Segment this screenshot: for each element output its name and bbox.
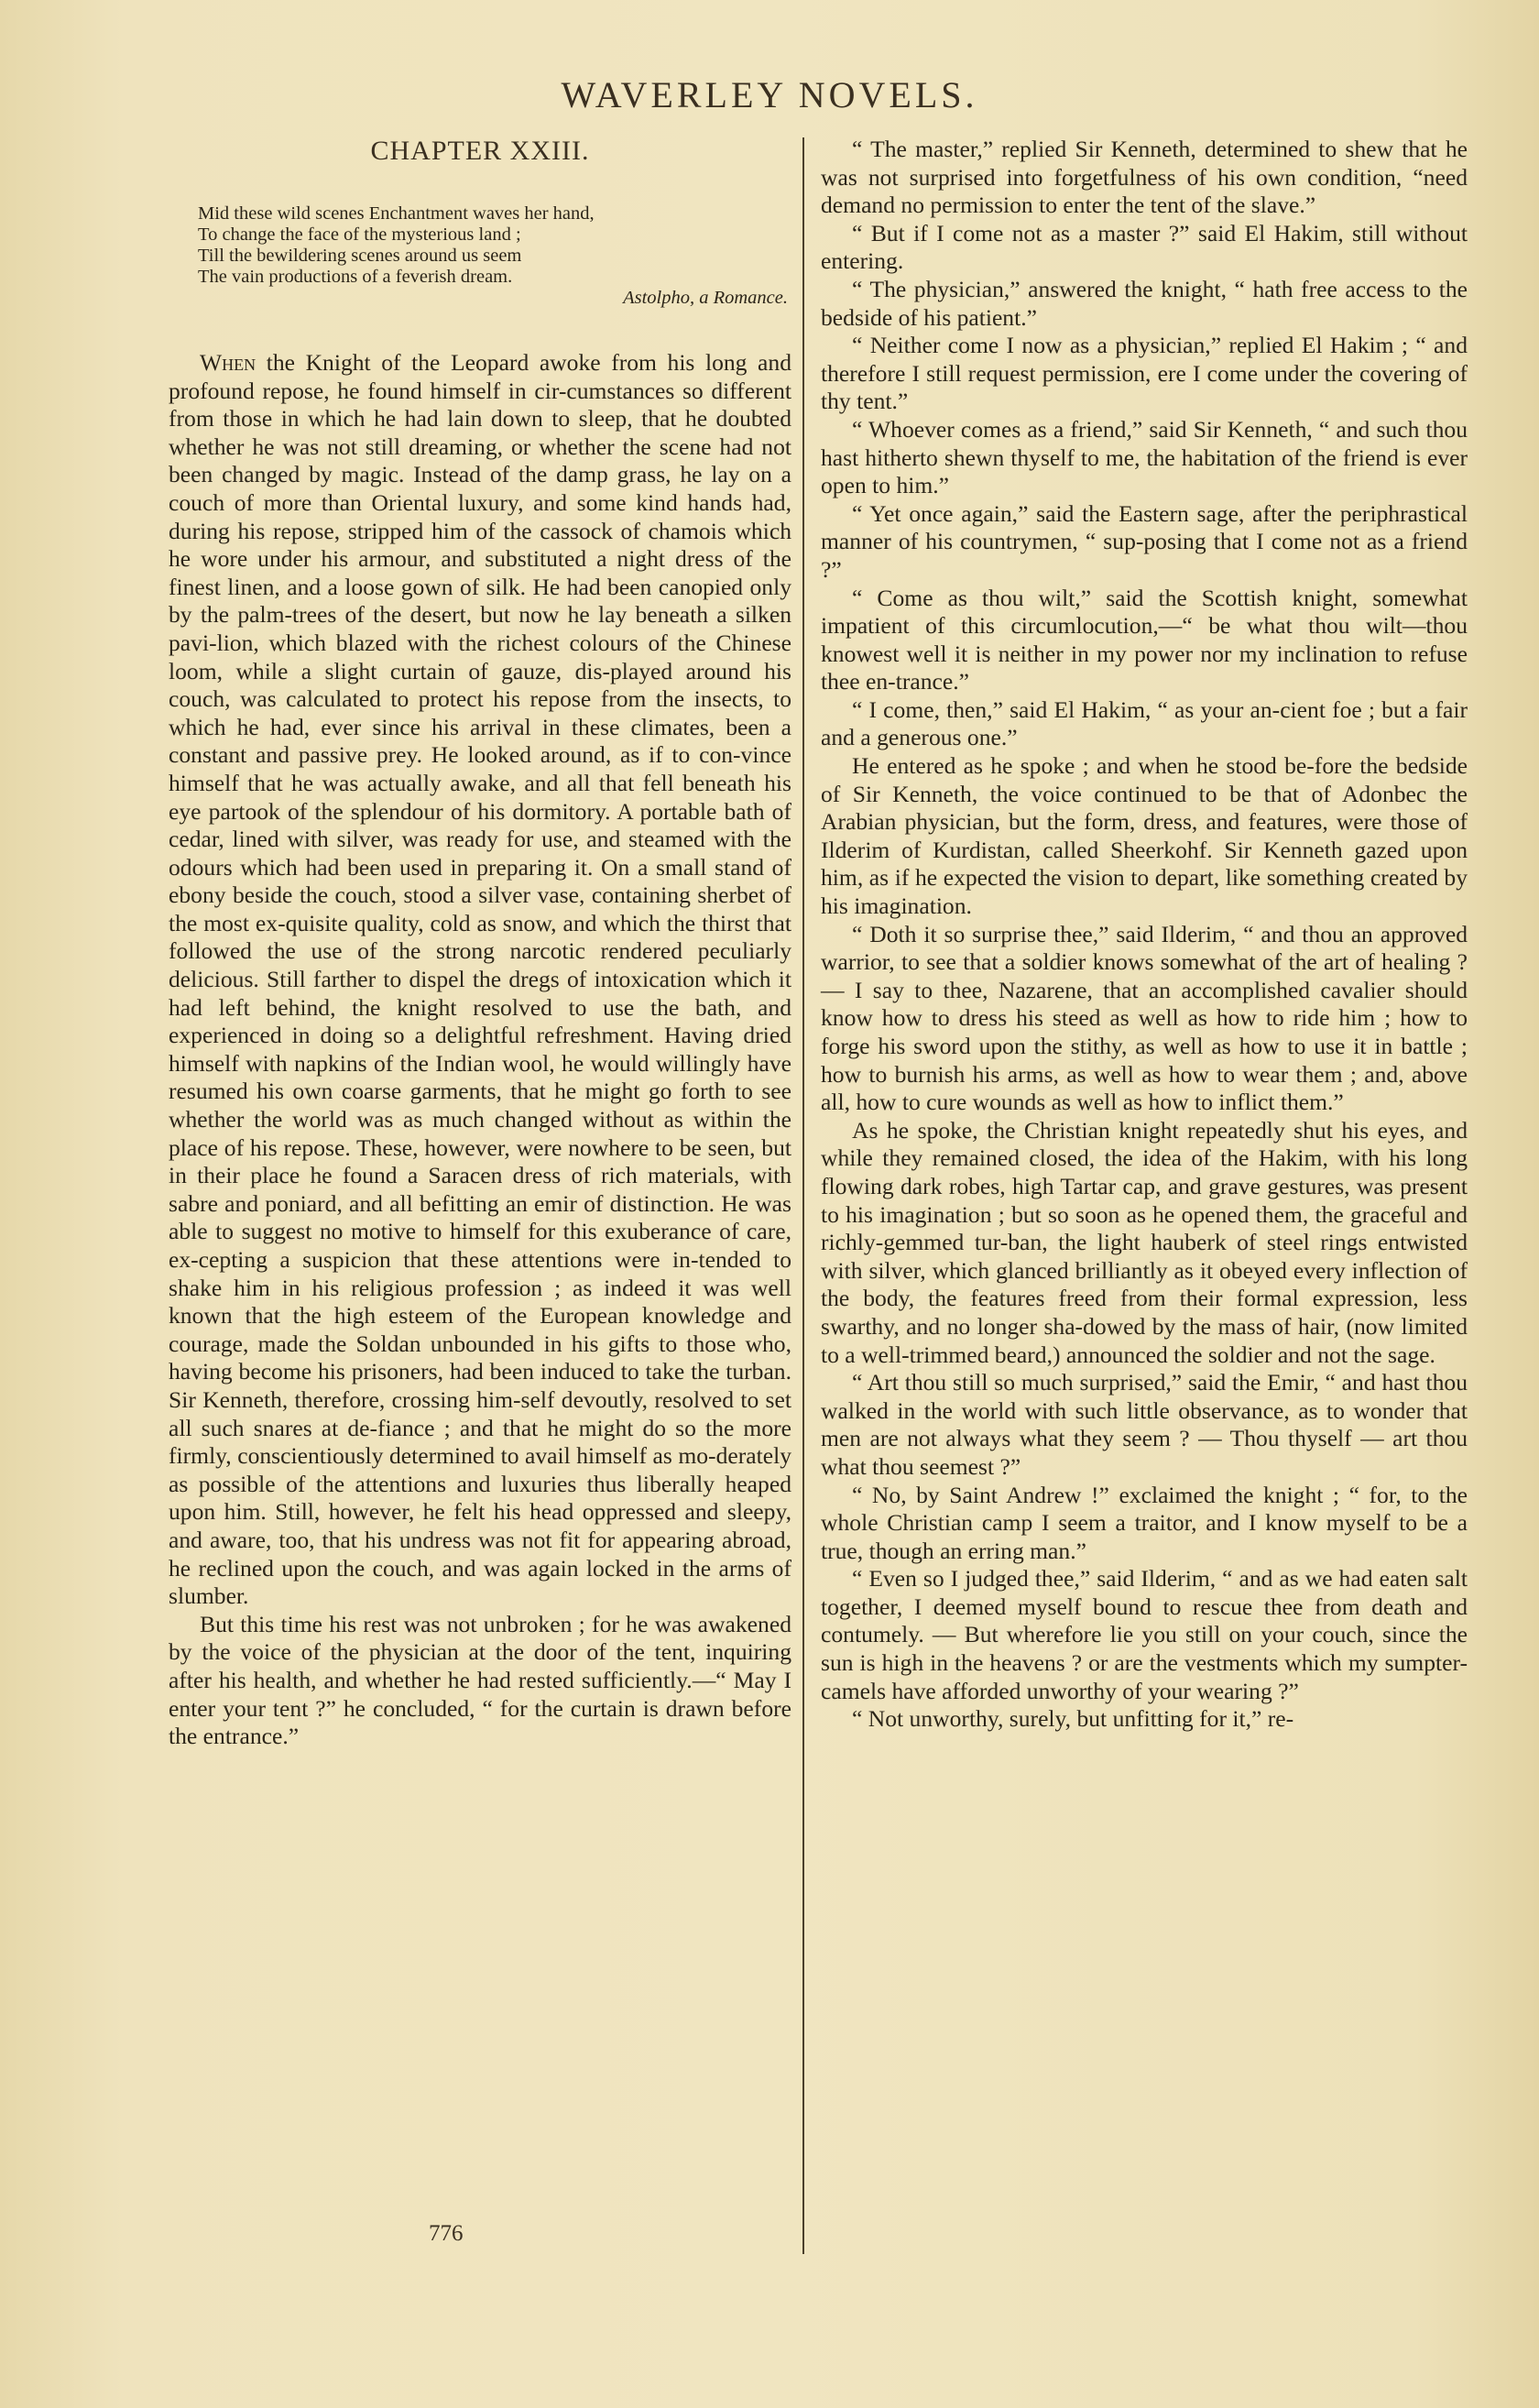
right-column (821, 136, 1468, 1734)
paragraph-text: the Knight of the Leopard awoke from his long and profound repose, he found himself in cir-cumstances so different from those in which he had lain down to sleep, that he doubted whether he was not still dreaming, or whether the scene had not been changed by magic. Instead of the damp grass, he lay on a couch of more than Oriental luxury, and some kind hands had, during his repose, stripped him of the cassock of chamois which he wore under his armour, and substituted a night dress of the finest linen, and a loose gown of silk. He had been canopied only by the palm-trees of the desert, but now he lay beneath a silken pavi-lion, which blazed with the richest colours of the Chinese loom, while a slight curtain of gauze, dis-played around his couch, was calculated to protect his repose from the insects, to which he had, ever since his arrival in these climates, been a constant and passive prey. He looked around, as if to con-vince himself that he was actually awake, and all that fell beneath his eye partook of the splendour of his dormitory. A portable bath of cedar, lined with silver, was ready for use, and steamed with the odours which had been used in preparing it. On a small stand of ebony beside the couch, stood a silver vase, containing sherbet of the most ex-quisite quality, cold as snow, and which the thirst that followed the use of the strong narcotic rendered peculiarly delicious. Still farther to dispel the dregs of intoxication which it had left behind, the knight resolved to use the bath, and experienced in doing so a delightful refreshment. Having dried himself with napkins of the Indian wool, he would willingly have resumed his own coarse garments, that he might go forth to see whether the world was as much changed without as within the place of his repose. These, however, were nowhere to be seen, but in their place he found a Saracen dress of rich materials, with sabre and poniard, and all befitting an emir of distinction. He was able to suggest no motive to himself for this exuberance of care, ex-cepting a suspicion that these attentions were in-tended to shake him in his religious profession ; as indeed it was well known that the high esteem of the European knowledge and courage, made the Soldan unbounded in his gifts to those who, having become his prisoners, had been induced to take the turban. Sir Kenneth, therefore, crossing him-self devoutly, resolved to set all such snares at de-fiance ; and that he might do so the more firmly, conscientiously determined to avail himself as mo-derately as possible of the attentions and luxuries thus liberally heaped upon him. Still, however, he felt his head oppressed and sleepy, and aware, too, that his undress was not fit for appearing abroad, he reclined upon the couch, and was again locked in the arms of slumber. (169, 349, 791, 1610)
body-paragraph: “ Come as thou wilt,” said the Scottish knight, somewhat impatient of this circumlocution,—“ be what thou wilt—thou knowest well it is neither in my power nor my inclination to refuse thee en-trance.” (821, 584, 1468, 695)
body-paragraph: “ Art thou still so much surprised,” said the Emir, “ and hast thou walked in the world with such little observance, as to wonder that men are not always what they seem ? — Thou thyself — art thou what thou seemest ?” (821, 1369, 1468, 1480)
left-column (169, 136, 791, 1751)
epigraph-line: To change the face of the mysterious land ; (198, 224, 521, 245)
body-paragraph: He entered as he spoke ; and when he stood be-fore the bedside of Sir Kenneth, the voice continued to be that of Adonbec the Arabian physician, but the form, dress, and features, were those of Ilderim of Kurdistan, called Sheerkohf. Sir Kenneth gazed upon him, as if he expected the vision to depart, like something created by his imagination. (821, 752, 1468, 920)
body-paragraph (169, 349, 791, 1611)
drop-word: When (200, 349, 256, 376)
body-paragraph: “ No, by Saint Andrew !” exclaimed the knight ; “ for, to the whole Christian camp I seem a traitor, and I know myself to be a true, though an erring man.” (821, 1481, 1468, 1564)
epigraph-attribution: Astolpho, a Romance. (623, 288, 788, 308)
chapter-title: CHAPTER XXIII. (370, 136, 590, 166)
epigraph (198, 203, 791, 309)
body-paragraph: But this time his rest was not unbroken ; for he was awakened by the voice of the physician at the door of the tent, inquiring after his health, and whether he had rested sufficiently.—“ May I enter your tent ?” he concluded, “ for the curtain is drawn before the entrance.” (169, 1610, 791, 1750)
body-paragraph: As he spoke, the Christian knight repeatedly shut his eyes, and while they remained closed, the idea of the Hakim, with his long flowing dark robes, high Tartar cap, and grave gestures, was present to his imagination ; but so soon as he opened them, the graceful and richly-gemmed tur-ban, the light hauberk of steel rings entwisted with silver, which glanced brilliantly as it obeyed every inflection of the body, the features freed from their formal expression, less swarthy, and no longer sha-dowed by the mass of hair, (now limited to a well-trimmed beard,) announced the soldier and not the sage. (821, 1116, 1468, 1368)
body-paragraph: “ Yet once again,” said the Eastern sage, after the periphrastical manner of his countrymen, “ sup-posing that I come not as a friend ?” (821, 499, 1468, 583)
column-divider (802, 137, 804, 2254)
page-number: 776 (429, 2221, 464, 2246)
epigraph-line: The vain productions of a feverish dream. (198, 267, 513, 287)
running-head: WAVERLEY NOVELS. (561, 74, 978, 115)
body-paragraph: “ Not unworthy, surely, but unfitting for it,” re- (852, 1705, 1294, 1733)
epigraph-line: Till the bewildering scenes around us seem (198, 246, 522, 266)
body-paragraph: “ Whoever comes as a friend,” said Sir Kenneth, “ and such thou hast hitherto shewn thyself to me, the habitation of the friend is ever open to him.” (821, 415, 1468, 499)
body-paragraph: “ Doth it so surprise thee,” said Ilderim, “ and thou an approved warrior, to see that a soldier knows somewhat of the art of healing ? — I say to thee, Nazarene, that an accomplished cavalier should know how to dress his steed as well as how to ride him ; how to forge his sword upon the stithy, as well as how to use it in battle ; how to burnish his arms, as well as how to wear them ; and, above all, how to cure wounds as well as how to inflict them.” (821, 920, 1468, 1116)
body-paragraph: “ The master,” replied Sir Kenneth, determined to shew that he was not surprised into forgetfulness of his own condition, “need demand no permission to enter the tent of the slave.” (821, 136, 1468, 219)
body-paragraph: “ But if I come not as a master ?” said El Hakim, still without entering. (821, 219, 1468, 275)
body-paragraph: “ I come, then,” said El Hakim, “ as your an-cient foe ; but a fair and a generous one.” (821, 695, 1468, 751)
body-paragraph: “ Neither come I now as a physician,” replied El Hakim ; “ and therefore I still request permission, ere I come under the covering of thy tent.” (821, 332, 1468, 415)
body-paragraph: “ Even so I judged thee,” said Ilderim, “ and as we had eaten salt together, I deemed myself bound to rescue thee from death and contumely. — But wherefore lie you still on your couch, since the sun is high in the heavens ? or are the vestments which my sumpter-camels have afforded unworthy of your wearing ?” (821, 1565, 1468, 1704)
epigraph-line: Mid these wild scenes Enchantment waves her hand, (198, 203, 595, 224)
body-paragraph: “ The physician,” answered the knight, “ hath free access to the bedside of his patient.” (821, 275, 1468, 331)
